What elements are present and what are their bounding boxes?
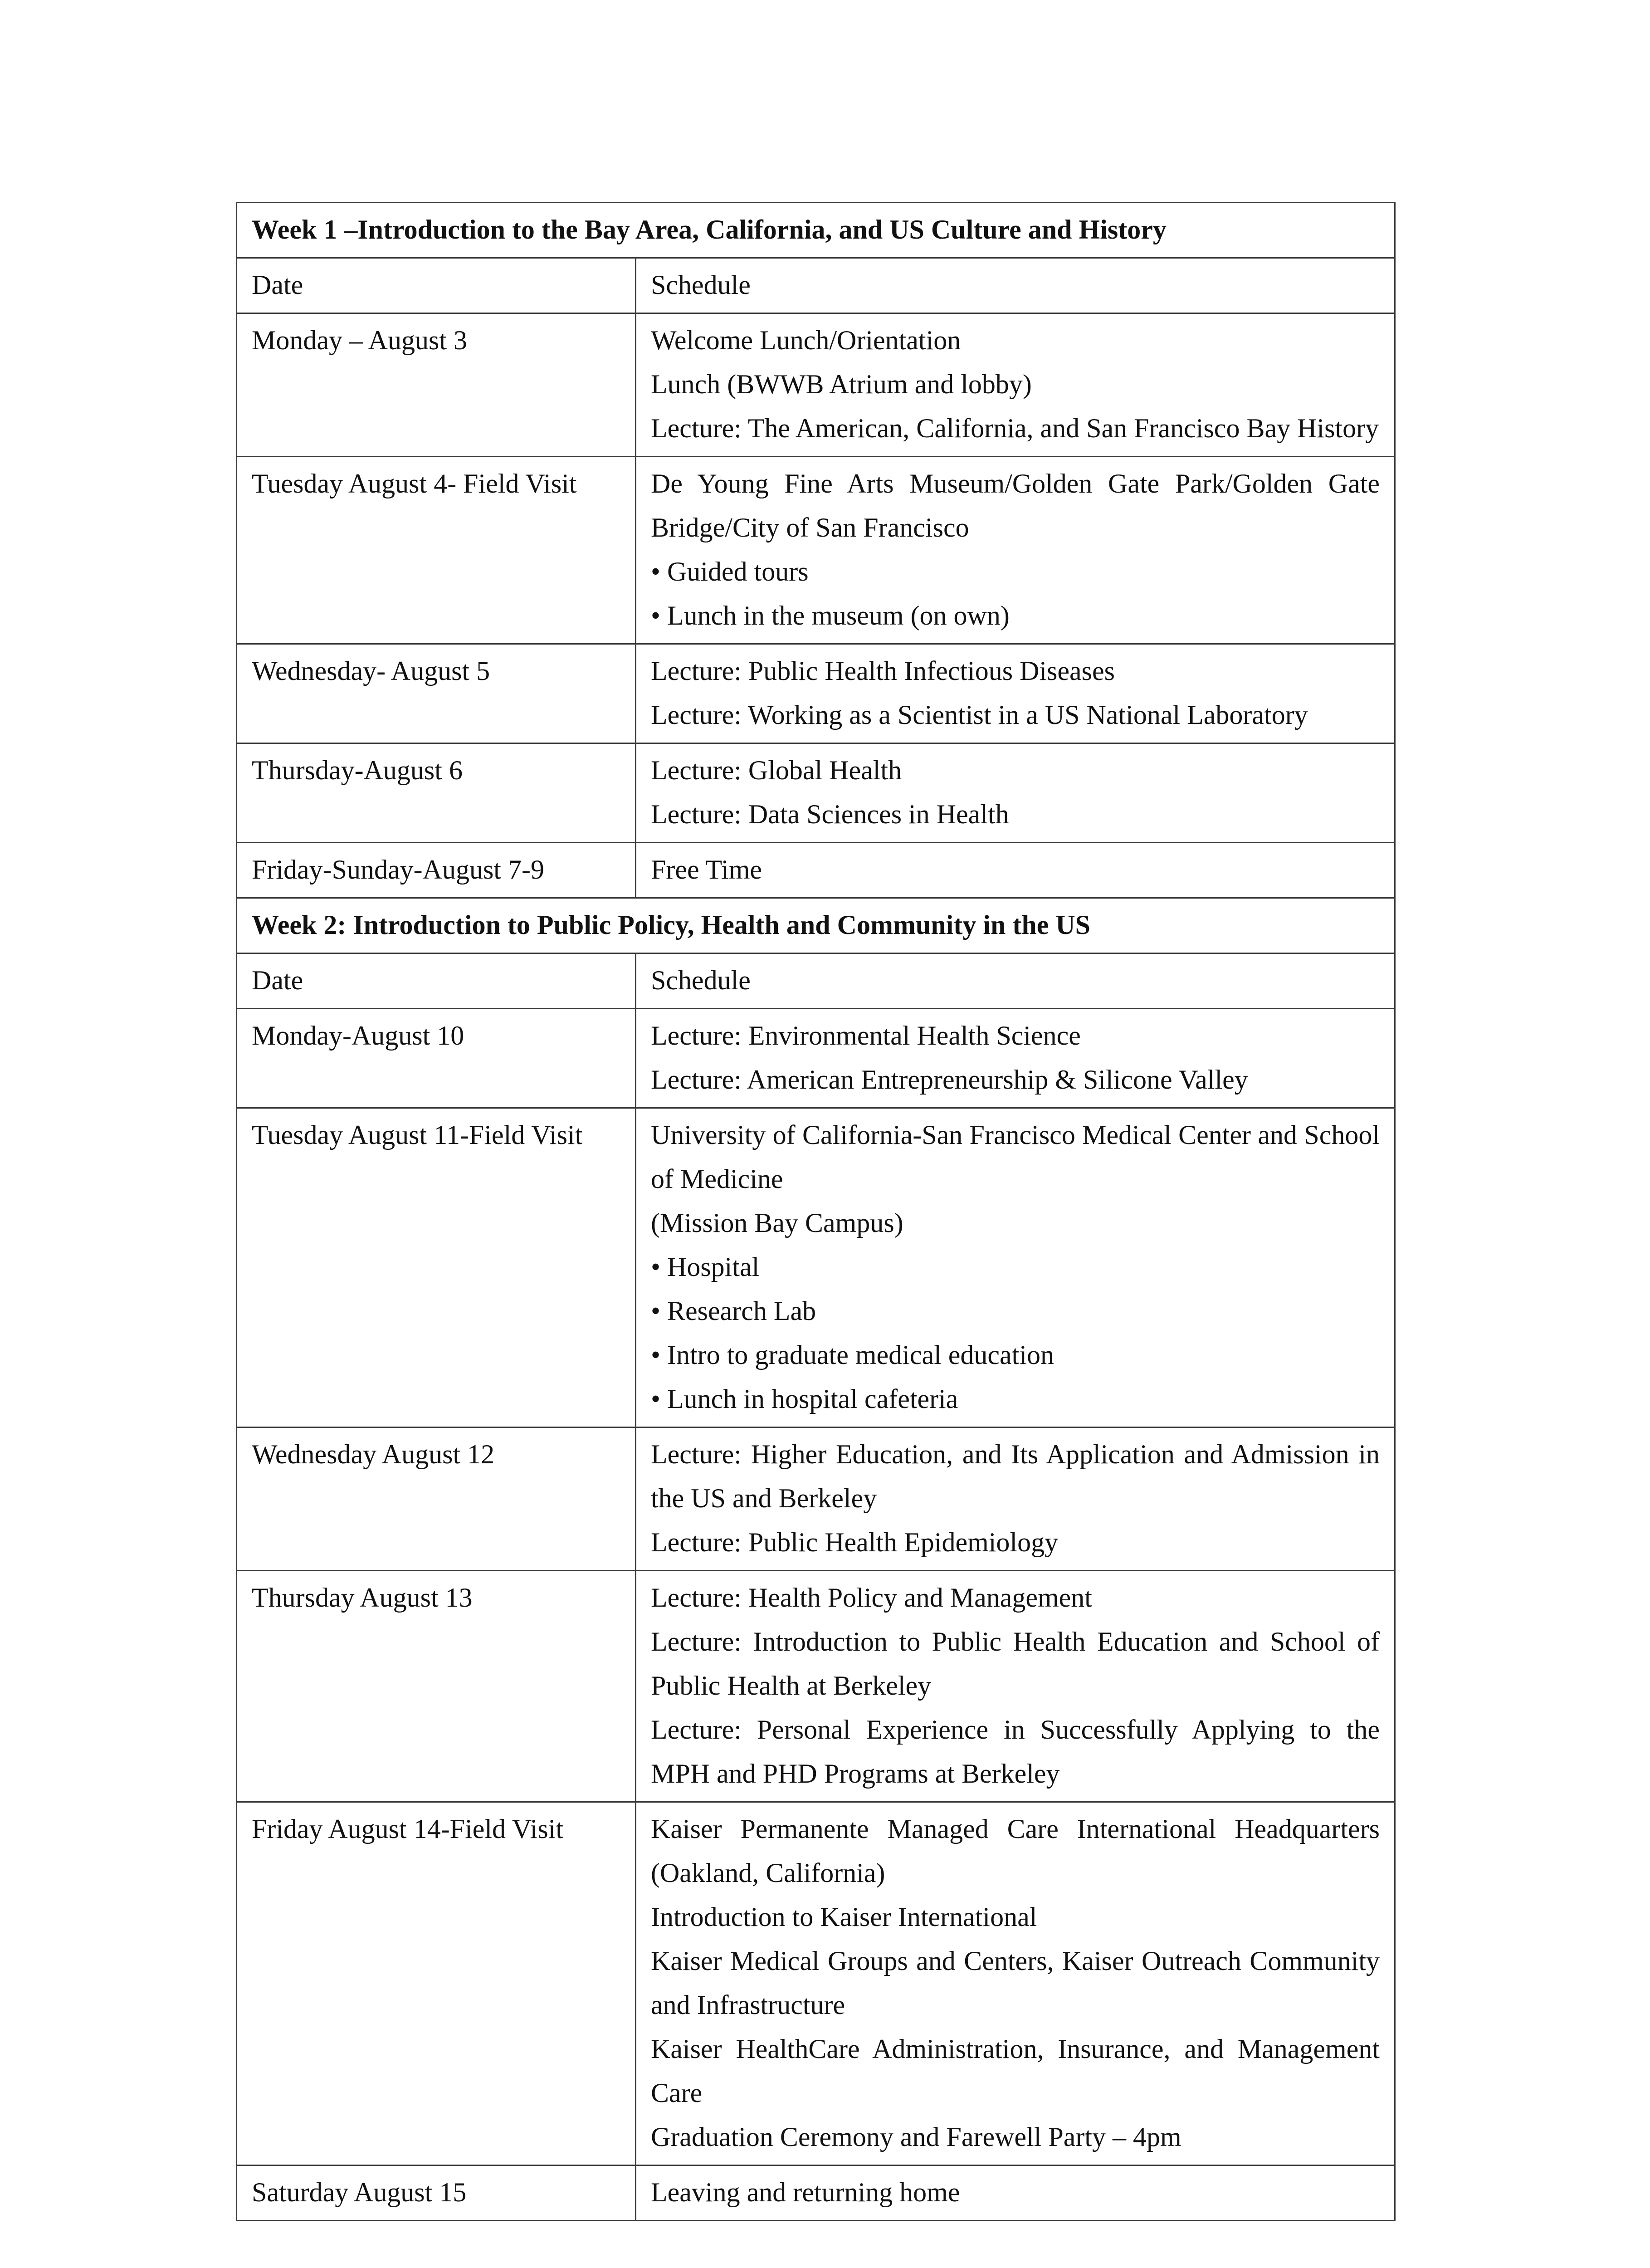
- schedule-item: Lecture: Public Health Epidemiology: [651, 1527, 1059, 1557]
- row-date: Thursday-August 6: [237, 743, 636, 843]
- table-row: [237, 1571, 1395, 1802]
- week-title: Week 2: Introduction to Public Policy, Health and Community in the US: [237, 898, 1395, 953]
- schedule-item: Free Time: [651, 855, 762, 885]
- schedule-item: • Research Lab: [651, 1296, 816, 1326]
- schedule-item: • Lunch in the museum (on own): [651, 601, 1010, 631]
- row-date: Friday-Sunday-August 7-9: [237, 843, 636, 898]
- row-date: Tuesday August 4- Field Visit: [237, 457, 636, 644]
- schedule-item: Lecture: Higher Education, and Its Application and Admission in the US and Berkeley: [651, 1439, 1380, 1513]
- column-header-row: [237, 953, 1395, 1009]
- schedule-item: Lecture: Global Health: [651, 755, 902, 785]
- date-column-header: Date: [237, 258, 636, 313]
- table-row: [237, 1802, 1395, 2165]
- schedule-item: Leaving and returning home: [651, 2177, 960, 2207]
- row-date: Tuesday August 11-Field Visit: [237, 1108, 636, 1427]
- schedule-item: • Guided tours: [651, 557, 809, 587]
- schedule-item: Kaiser HealthCare Administration, Insurance, and Management Care: [651, 2034, 1380, 2108]
- schedule-item: Lecture: Introduction to Public Health Education and School of Public Health at Berkeley: [651, 1627, 1380, 1701]
- table-row: [237, 1009, 1395, 1108]
- schedule-item: Welcome Lunch/Orientation: [651, 325, 961, 355]
- schedule-item: Lecture: Public Health Infectious Diseases: [651, 656, 1115, 686]
- schedule-item: Introduction to Kaiser International: [651, 1902, 1037, 1932]
- schedule-column-header: Schedule: [636, 953, 1395, 1009]
- table-row: [237, 2165, 1395, 2221]
- row-schedule: [636, 743, 1395, 843]
- table-row: [237, 1108, 1395, 1427]
- schedule-item: Graduation Ceremony and Farewell Party – 4pm: [651, 2122, 1181, 2152]
- schedule-table: [236, 202, 1396, 2221]
- table-row: [237, 1427, 1395, 1571]
- week-1-header-row: [237, 203, 1395, 258]
- row-schedule: [636, 1009, 1395, 1108]
- schedule-column-header: Schedule: [636, 258, 1395, 313]
- schedule-item: Lecture: American Entrepreneurship & Silicone Valley: [651, 1065, 1248, 1095]
- schedule-item: Lecture: Data Sciences in Health: [651, 799, 1009, 829]
- schedule-item: Lunch (BWWB Atrium and lobby): [651, 369, 1032, 399]
- row-schedule: [636, 1802, 1395, 2165]
- column-header-row: [237, 258, 1395, 313]
- row-date: Wednesday August 12: [237, 1427, 636, 1571]
- row-date: Saturday August 15: [237, 2165, 636, 2221]
- schedule-item: (Mission Bay Campus): [651, 1208, 903, 1238]
- schedule-item: University of California-San Francisco Medical Center and School of Medicine: [651, 1120, 1380, 1194]
- date-column-header: Date: [237, 953, 636, 1009]
- row-schedule: [636, 1108, 1395, 1427]
- schedule-item: Kaiser Medical Groups and Centers, Kaiser Outreach Community and Infrastructure: [651, 1946, 1380, 2020]
- row-date: Wednesday- August 5: [237, 644, 636, 743]
- schedule-item: Lecture: The American, California, and San Francisco Bay History: [651, 413, 1379, 443]
- row-date: Thursday August 13: [237, 1571, 636, 1802]
- schedule-item: • Hospital: [651, 1252, 760, 1282]
- schedule-item: Kaiser Permanente Managed Care International Headquarters (Oakland, California): [651, 1814, 1380, 1888]
- table-row: [237, 457, 1395, 644]
- schedule-item: Lecture: Health Policy and Management: [651, 1583, 1092, 1613]
- row-schedule: [636, 2165, 1395, 2221]
- row-date: Monday – August 3: [237, 313, 636, 457]
- table-row: [237, 843, 1395, 898]
- row-schedule: [636, 1571, 1395, 1802]
- week-2-header-row: [237, 898, 1395, 953]
- schedule-item: • Lunch in hospital cafeteria: [651, 1384, 958, 1414]
- schedule-item: • Intro to graduate medical education: [651, 1340, 1054, 1370]
- schedule-item: Lecture: Working as a Scientist in a US National Laboratory: [651, 700, 1308, 730]
- row-date: Monday-August 10: [237, 1009, 636, 1108]
- schedule-item: Lecture: Environmental Health Science: [651, 1021, 1081, 1051]
- schedule-table-body: [237, 203, 1395, 2221]
- row-schedule: [636, 457, 1395, 644]
- schedule-item: Lecture: Personal Experience in Successfully Applying to the MPH and PHD Programs at Berkeley: [651, 1715, 1380, 1789]
- table-row: [237, 644, 1395, 743]
- row-schedule: [636, 1427, 1395, 1571]
- row-date: Friday August 14-Field Visit: [237, 1802, 636, 2165]
- table-row: [237, 743, 1395, 843]
- row-schedule: [636, 843, 1395, 898]
- row-schedule: [636, 313, 1395, 457]
- schedule-item: De Young Fine Arts Museum/Golden Gate Park/Golden Gate Bridge/City of San Francisco: [651, 469, 1380, 543]
- table-row: [237, 313, 1395, 457]
- week-title: Week 1 –Introduction to the Bay Area, California, and US Culture and History: [237, 203, 1395, 258]
- row-schedule: [636, 644, 1395, 743]
